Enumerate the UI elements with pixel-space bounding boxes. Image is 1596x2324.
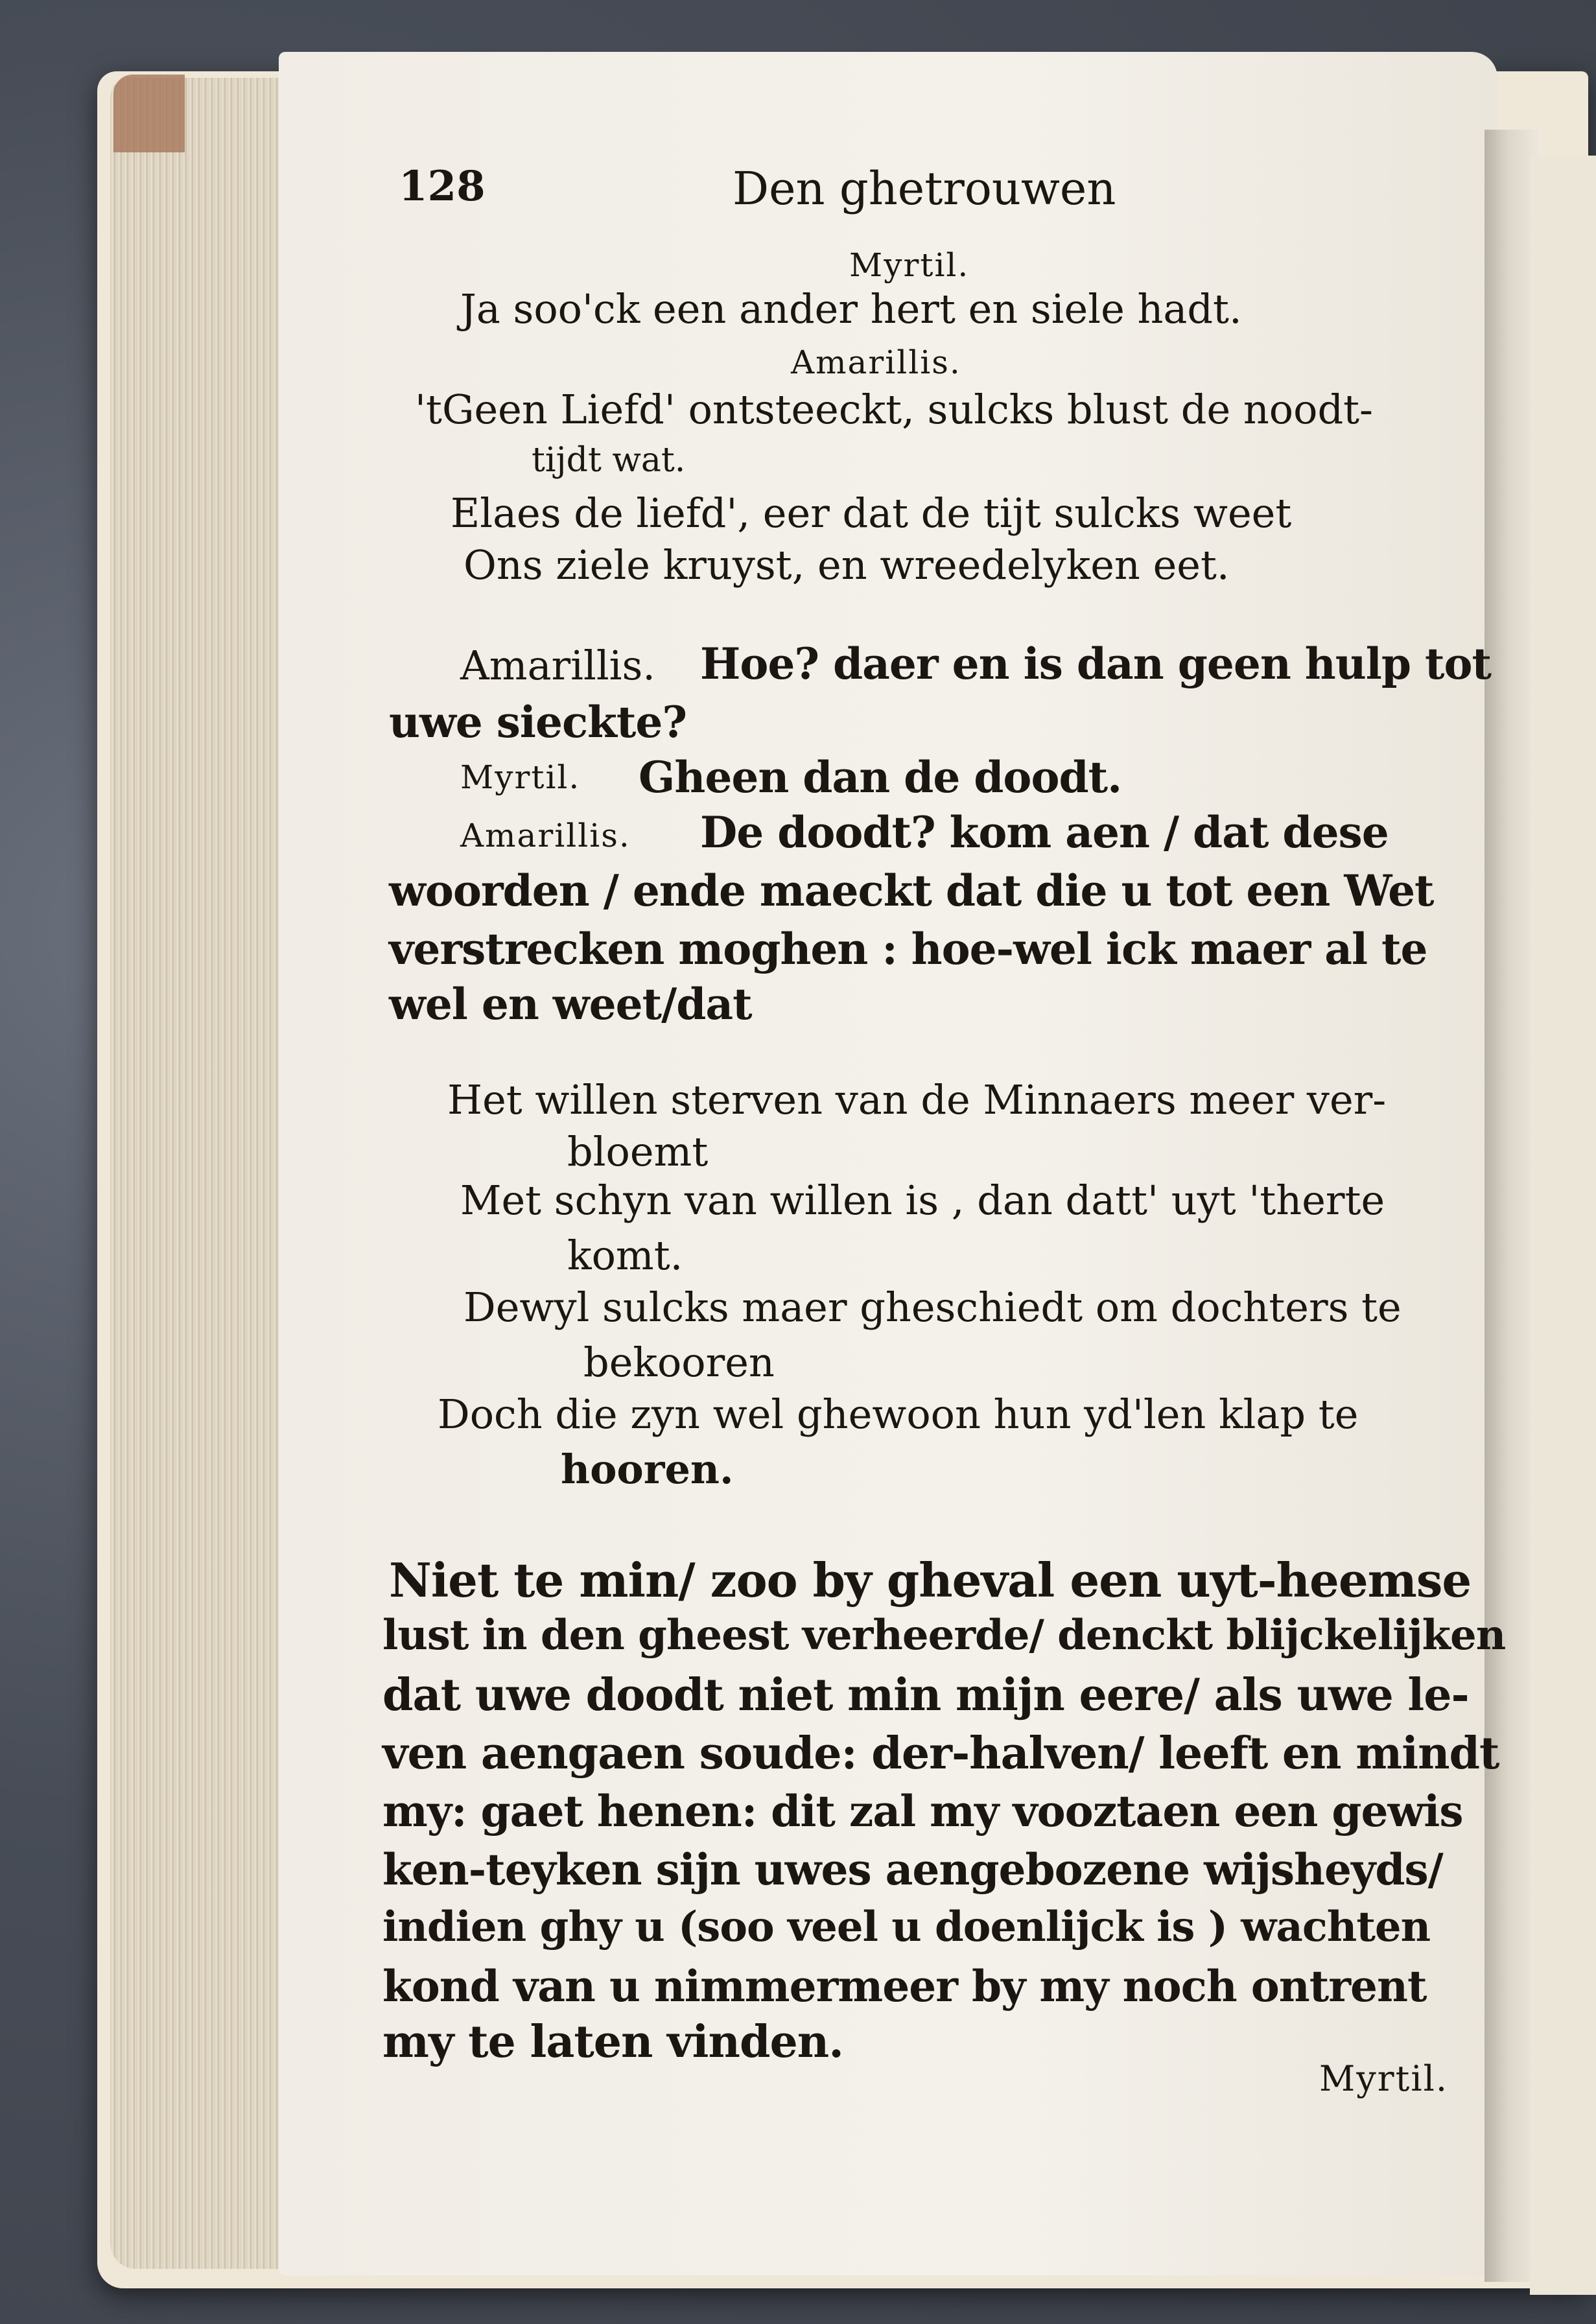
verse-line: komt.: [567, 1232, 683, 1279]
prose-line: my te laten vinden.: [382, 2016, 843, 2068]
prose-line: verstrecken moghen : hoe-wel ick maer al te: [389, 924, 1427, 974]
verse-line: Doch die zyn wel ghewoon hun yd'len klap te: [438, 1391, 1359, 1438]
prose-line: lust in den gheest verheerde/ denckt blijckelijken: [382, 1611, 1506, 1660]
prose-line: De doodt? kom aen / dat dese: [700, 807, 1389, 858]
verse-line: Ons ziele kruyst, en wreedelyken eet.: [464, 541, 1230, 589]
verse-line: Dewyl sulcks maer gheschiedt om dochters te: [464, 1284, 1402, 1331]
verse-line: Met schyn van willen is , dan datt' uyt 'therte: [460, 1177, 1385, 1224]
verse-line: tijdt wat.: [532, 441, 686, 480]
prose-line: Hoe? daer en is dan geen hulp tot: [700, 639, 1491, 689]
page-edges: [110, 78, 298, 2269]
prose-line: my: gaet henen: dit zal my vooztaen een gewis: [382, 1786, 1463, 1837]
page-number: 128: [399, 162, 486, 211]
catchword: Myrtil.: [1319, 2058, 1449, 2099]
speaker-myrtil: Myrtil.: [460, 758, 581, 796]
speaker-amarillis: Amarillis.: [460, 817, 631, 854]
verse-line: bloemt: [567, 1128, 709, 1175]
prose-line: woorden / ende maeckt dat die u tot een Wet: [389, 865, 1434, 916]
prose-line: uwe sieckte?: [389, 697, 687, 747]
running-title: Den ghetrouwen: [733, 162, 1116, 215]
prose-line: kond van u nimmermeer by my noch ontrent: [382, 1961, 1427, 2012]
prose-line: ven aengaen soude: der-halven/ leeft en mindt: [382, 1728, 1499, 1779]
prose-line: wel en weet/dat: [389, 979, 752, 1029]
verse-line: bekooren: [583, 1339, 775, 1386]
verse-line: Elaes de liefd', eer dat de tijt sulcks weet: [451, 489, 1292, 537]
prose-line: ken-teyken sijn uwes aengebozene wijsheyds/: [382, 1844, 1443, 1895]
speaker-amarillis: Amarillis.: [791, 344, 961, 381]
prose-line: Niet te min/ zoo by gheval een uyt-heemse: [389, 1553, 1472, 1608]
verse-line: Het willen sterven van de Minnaers meer ver-: [447, 1076, 1387, 1123]
speaker-amarillis: Amarillis.: [460, 642, 656, 689]
verse-line: hooren.: [561, 1446, 734, 1493]
verse-line: 'tGeen Liefd' ontsteeckt, sulcks blust de noodt-: [415, 386, 1374, 433]
prose-line: indien ghy u (soo veel u doenlijck is ) wachten: [382, 1903, 1431, 1951]
right-page-edge: [1530, 156, 1596, 2295]
prose-line: Gheen dan de doodt.: [639, 752, 1122, 803]
verse-line: Ja soo'ck een ander hert en siele hadt.: [460, 285, 1242, 333]
speaker-myrtil: Myrtil.: [849, 246, 970, 284]
prose-line: dat uwe doodt niet min mijn eere/ als uwe le-: [382, 1669, 1469, 1721]
worn-corner: [113, 75, 185, 152]
